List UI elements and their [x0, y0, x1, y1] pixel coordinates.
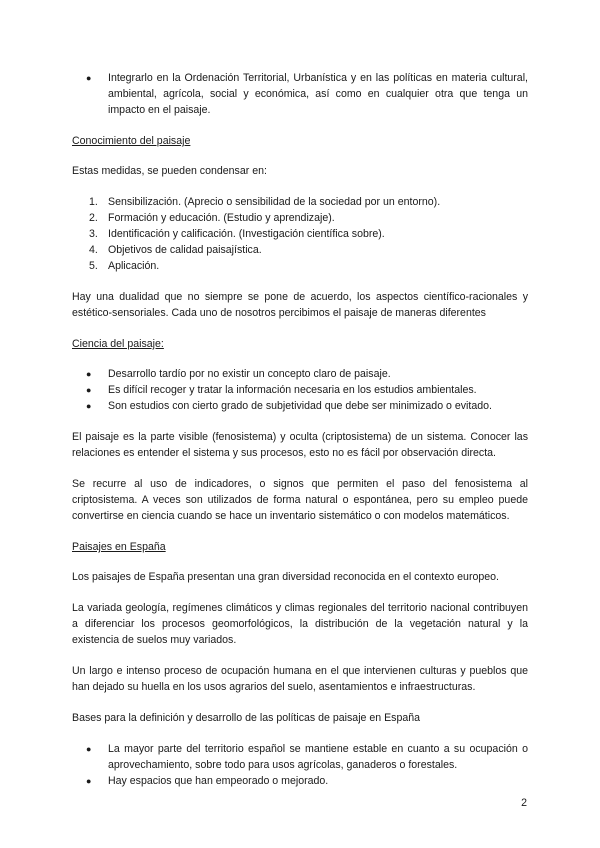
bullet-icon: ● [86, 776, 92, 786]
bullet-icon: ● [86, 744, 92, 754]
list-item-text: Objetivos de calidad paisajística. [108, 244, 262, 256]
paragraph: Se recurre al uso de indicadores, o signos que permiten el paso del fenosistema al criptosistema. A veces son utilizados de forma natural o espontánea, pero su empleo puede convertirse en ciencia cuando se hace un inventario sistemático o con modelos matemáticos. [72, 478, 528, 522]
espana-bullet-list [72, 741, 528, 789]
paragraph: Hay una dualidad que no siempre se pone de acuerdo, los aspectos científico-racionales y estético-sensoriales. Cada uno de nosotros percibimos el paisaje de maneras diferentes [72, 291, 528, 319]
list-item-text: Sensibilización. (Aprecio o sensibilidad de la sociedad por un entorno). [108, 196, 441, 208]
list-item [72, 70, 528, 118]
list-item-text: La mayor parte del territorio español se mantiene estable en cuanto a su ocupación o aprovechamiento, sobre todo para usos agrícolas, ganaderos o forestales. [108, 743, 528, 771]
list-item-text: Integrarlo en la Ordenación Territorial, Urbanística y en las políticas en materia cultural, ambiental, agrícola, social y económica, así como en cualquier otra que tenga un impacto en el paisaje. [108, 72, 528, 116]
measures-list [72, 194, 528, 274]
paragraph: Estas medidas, se pueden condensar en: [72, 165, 267, 177]
paragraph: El paisaje es la parte visible (fenosistema) y oculta (criptosistema) de un sistema. Conocer las relaciones es entender el sistema y sus procesos, esto no es fácil por observación directa. [72, 431, 528, 459]
list-number: 5. [89, 260, 98, 272]
bullet-icon: ● [86, 385, 92, 395]
bullet-icon: ● [86, 73, 92, 83]
list-item [72, 773, 528, 789]
list-number: 3. [89, 228, 98, 240]
bullet-icon: ● [86, 401, 92, 411]
list-item [72, 226, 528, 242]
bullet-icon: ● [86, 369, 92, 379]
list-item-text: Aplicación. [108, 260, 160, 272]
list-item [72, 741, 528, 773]
ciencia-bullet-list [72, 366, 528, 414]
list-item-text: Son estudios con cierto grado de subjetividad que debe ser minimizado o evitado. [108, 400, 492, 412]
page-content [72, 70, 528, 804]
list-item-text: Hay espacios que han empeorado o mejorado. [108, 775, 329, 787]
paragraph: Un largo e intenso proceso de ocupación humana en el que intervienen culturas y pueblos que han dejado su huella en los usos agrarios del suelo, asentamientos e infraestructuras. [72, 665, 528, 693]
paragraph: Bases para la definición y desarrollo de las políticas de paisaje en España [72, 712, 421, 724]
list-item [72, 382, 528, 398]
list-number: 2. [89, 212, 98, 224]
top-bullet-list [72, 70, 528, 118]
list-item [72, 398, 528, 414]
list-item [72, 242, 528, 258]
list-item [72, 258, 528, 274]
list-item-text: Formación y educación. (Estudio y aprendizaje). [108, 212, 335, 224]
section-heading-conocimiento: Conocimiento del paisaje [72, 135, 191, 147]
list-item-text: Identificación y calificación. (Investigación científica sobre). [108, 228, 385, 240]
list-number: 4. [89, 244, 98, 256]
section-heading-espana: Paisajes en España [72, 541, 166, 553]
list-item [72, 210, 528, 226]
list-item [72, 194, 528, 210]
list-number: 1. [89, 196, 98, 208]
paragraph: Los paisajes de España presentan una gran diversidad reconocida en el contexto europeo. [72, 571, 499, 583]
list-item-text: Es difícil recoger y tratar la información necesaria en los estudios ambientales. [108, 384, 477, 396]
paragraph: La variada geología, regímenes climáticos y climas regionales del territorio nacional contribuyen a diferenciar los procesos geomorfológicos, la distribución de la vegetación natural y la existencia de suelos muy variados. [72, 602, 528, 646]
list-item-text: Desarrollo tardío por no existir un concepto claro de paisaje. [108, 368, 391, 380]
section-heading-ciencia: Ciencia del paisaje: [72, 338, 164, 350]
list-item [72, 366, 528, 382]
page-number: 2 [521, 797, 527, 809]
